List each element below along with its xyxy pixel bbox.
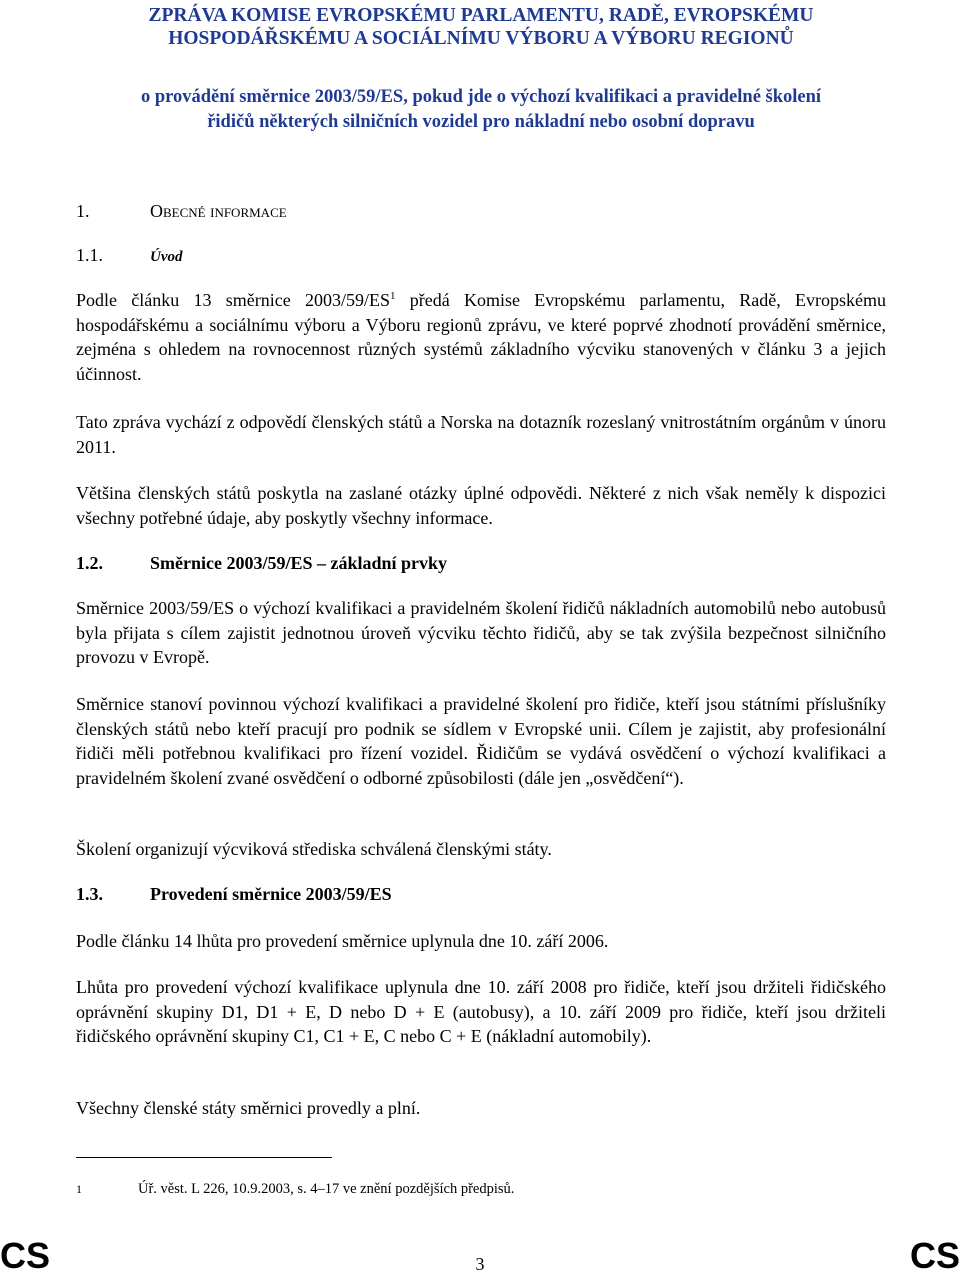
paragraph-source: Tato zpráva vychází z odpovědí členských států a Norska na dotazník rozeslaný vnitrostátním orgánům v únoru 2011.	[76, 412, 886, 457]
paragraph-text: předá Komise Evropskému parlamentu, Radě, Evropskému hospodářskému a sociálnímu výboru a Výboru regionů zprávu, ve které poprvé zhodnotí provádění směrnice, zejména s ohledem na rovnocennost různých systémů základního výcviku stanovených v článku 3 a jejich účinnost.	[76, 290, 886, 384]
section-heading-1-1	[76, 244, 183, 268]
title-line-1: ZPRÁVA KOMISE EVROPSKÉMU PARLAMENTU, RADĚ, EVROPSKÉMU	[148, 5, 814, 26]
footnote-reference: 1	[390, 290, 396, 302]
footnote-number: 1	[76, 1182, 82, 1196]
paragraph-qualification-deadlines: Lhůta pro provedení výchozí kvalifikace uplynula dne 10. září 2008 pro řidiče, kteří jsou držiteli řidičského oprávnění skupiny D1, D1 + E, D nebo D + E (autobusy), a 10. září 2009 pro řidiče, kteří jsou držiteli řidičského oprávnění skupiny C1, C1 + E, C nebo C + E (nákladní automobily).	[76, 977, 886, 1046]
section-title: Úvod	[150, 249, 183, 265]
footnote-divider	[76, 1157, 332, 1158]
paragraph-directive-purpose: Směrnice 2003/59/ES o výchozí kvalifikaci a pravidelném školení řidičů nákladních automobilů nebo autobusů byla přijata s cílem zajistit jednotnou úroveň výcviku těchto řidičů, aby se tak zvýšila bezpečnost silničního provozu v Evropě.	[76, 598, 886, 667]
footnote-text: Úř. věst. L 226, 10.9.2003, s. 4–17 ve znění pozdějších předpisů.	[138, 1181, 515, 1197]
section-heading-1-2	[76, 552, 447, 574]
report-subtitle	[76, 85, 886, 135]
paragraph-intro	[76, 288, 886, 386]
section-title: Obecné informace	[150, 201, 287, 221]
section-title: Směrnice 2003/59/ES – základní prvky	[150, 553, 448, 573]
title-line-2: HOSPODÁŘSKÉMU A SOCIÁLNÍMU VÝBORU A VÝBORU REGIONŮ	[168, 28, 794, 49]
subtitle-line-1: o provádění směrnice 2003/59/ES, pokud jde o výchozí kvalifikaci a pravidelné školení	[140, 87, 822, 107]
paragraph-training-centres: Školení organizují výcviková střediska schválená členskými státy.	[76, 839, 552, 859]
section-heading-1-3	[76, 883, 392, 905]
section-heading-1	[76, 200, 287, 222]
paragraph-text: Podle článku 13 směrnice 2003/59/ES	[76, 290, 391, 310]
subtitle-line-2: řidičů některých silničních vozidel pro nákladní nebo osobní dopravu	[207, 112, 755, 132]
report-title	[76, 4, 886, 50]
footnote	[76, 1180, 514, 1198]
section-number: 1.	[76, 201, 90, 221]
paragraph-member-states: Všechny členské státy směrnici provedly a plní.	[76, 1098, 421, 1118]
paragraph-responses: Většina členských států poskytla na zaslané otázky úplné odpovědi. Některé z nich však neměly k dispozici všechny potřebné údaje, aby poskytly všechny informace.	[76, 483, 886, 528]
section-number: 1.3.	[76, 884, 103, 904]
section-number: 1.2.	[76, 553, 103, 573]
paragraph-directive-scope: Směrnice stanoví povinnou výchozí kvalifikaci a pravidelné školení pro řidiče, kteří jsou státními příslušníky členských států nebo kteří pracují pro podnik se sídlem v Evropské unii. Cílem je zajistit, aby profesionální řidiči měli potřebnou kvalifikaci pro řízení vozidel. Řidičům se vydává osvědčení o výchozí kvalifikaci a pravidelném školení zvané osvědčení o odborné způsobilosti (dále jen „osvědčení“).	[76, 694, 886, 788]
page-number: 3	[475, 1254, 485, 1274]
section-title: Provedení směrnice 2003/59/ES	[150, 884, 392, 904]
section-number: 1.1.	[76, 245, 103, 265]
language-code-left: CS	[0, 1235, 51, 1276]
paragraph-transposition-deadline: Podle článku 14 lhůta pro provedení směrnice uplynula dne 10. září 2006.	[76, 931, 609, 951]
language-code-right: CS	[909, 1235, 960, 1276]
